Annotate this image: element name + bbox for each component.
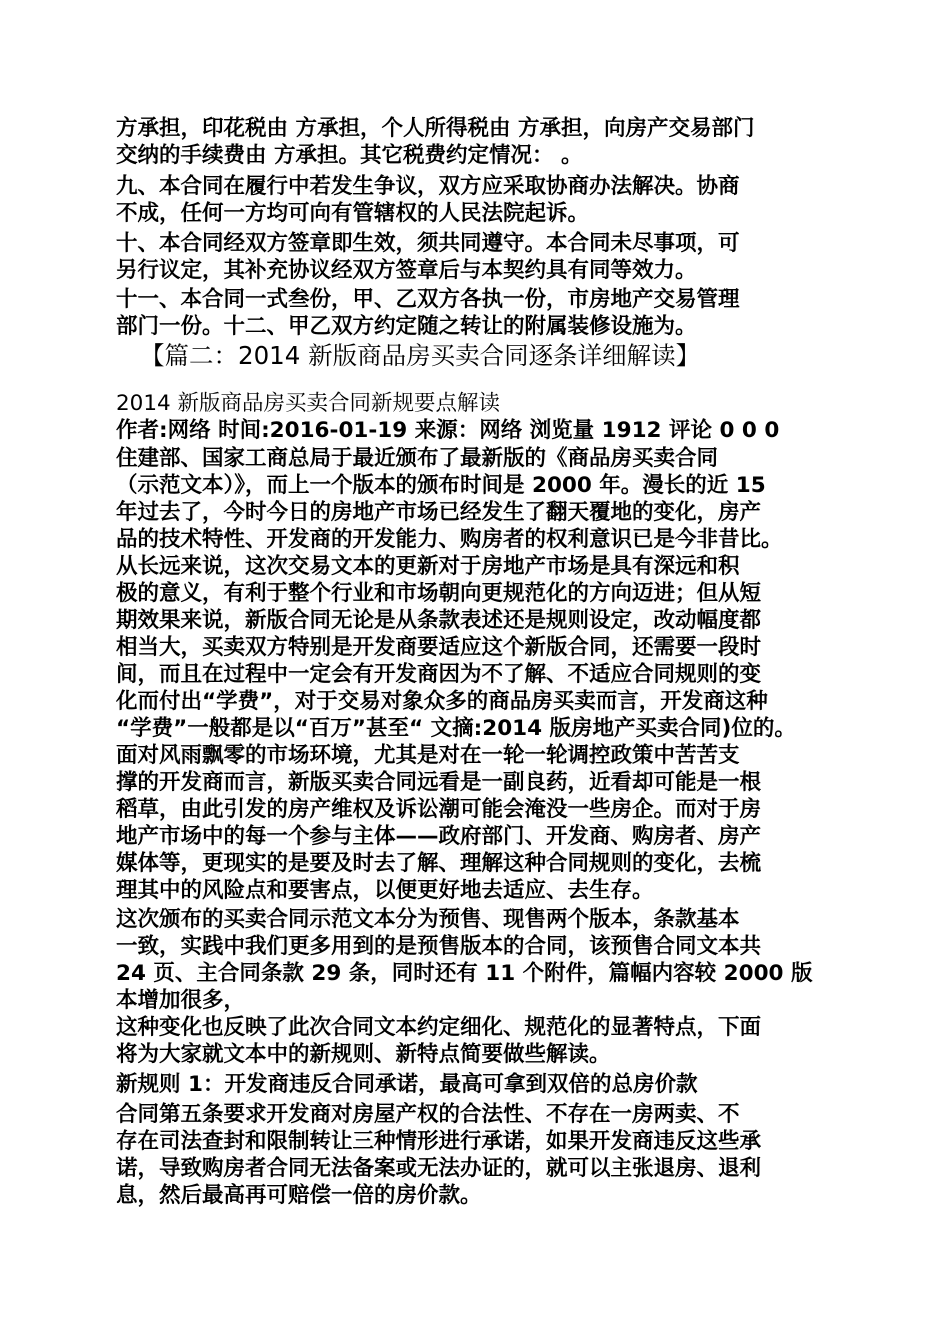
paragraph-line: 理其中的风险点和要害点，以便更好地去适应、去生存。: [116, 878, 654, 903]
paragraph-line: 这次颁布的买卖合同示范文本分为预售、现售两个版本，条款基本: [116, 907, 740, 932]
paragraph-line: 新规则 1：开发商违反合同承诺，最高可拿到双倍的总房价款: [116, 1072, 698, 1097]
paragraph-line: 期效果来说，新版合同无论是从条款表述还是规则设定，改动幅度都: [116, 608, 762, 633]
paragraph-line: 存在司法查封和限制转让三种情形进行承诺，如果开发商违反这些承: [116, 1129, 762, 1154]
section-heading: 【篇二：2014 新版商品房买卖合同逐条详细解读】: [140, 341, 701, 370]
paragraph-line: 间，而且在过程中一定会有开发商因为不了解、不适应合同规则的变: [116, 662, 762, 687]
paragraph-line: 息，然后最高再可赔偿一倍的房价款。: [116, 1183, 482, 1208]
paragraph-line: “学费”一般都是以“百万”甚至“ 文摘:2014 版房地产买卖合同)位的。: [116, 716, 796, 741]
paragraph-line: 交纳的手续费由 方承担。其它税费约定情况： 。: [116, 143, 583, 168]
paragraph-line: 诺，导致购房者合同无法备案或无法办证的，就可以主张退房、退利: [116, 1156, 762, 1181]
paragraph-line: 稻草，由此引发的房产维权及诉讼潮可能会淹没一些房企。而对于房: [116, 797, 762, 822]
paragraph-line: 年过去了，今时今日的房地产市场已经发生了翻天覆地的变化，房产: [116, 500, 762, 525]
paragraph-line: 不成，任何一方均可向有管辖权的人民法院起诉。: [116, 201, 590, 226]
paragraph-line: 24 页、主合同条款 29 条，同时还有 11 个附件，篇幅内容较 2000 版: [116, 961, 813, 986]
paragraph-line: 另行议定，其补充协议经双方签章后与本契约具有同等效力。: [116, 258, 697, 283]
paragraph-line: 地产市场中的每一个参与主体——政府部门、开发商、购房者、房产: [116, 824, 762, 849]
paragraph-line: 这种变化也反映了此次合同文本约定细化、规范化的显著特点，下面: [116, 1015, 762, 1040]
paragraph-line: 十一、本合同一式叁份，甲、乙双方各执一份，市房地产交易管理: [116, 287, 740, 312]
paragraph-line: 九、本合同在履行中若发生争议，双方应采取协商办法解决。协商: [116, 174, 740, 199]
paragraph-line: 合同第五条要求开发商对房屋产权的合法性、不存在一房两卖、不: [116, 1102, 740, 1127]
paragraph-line: 媒体等，更现实的是要及时去了解、理解这种合同规则的变化，去梳: [116, 851, 762, 876]
paragraph-line: 本增加很多，: [116, 988, 246, 1013]
paragraph-line: 极的意义，有利于整个行业和市场朝向更规范化的方向迈进；但从短: [116, 581, 762, 606]
paragraph-line: 住建部、国家工商总局于最近颁布了最新版的《商品房买卖合同: [116, 446, 719, 471]
paragraph-line: 相当大，买卖双方特别是开发商要适应这个新版合同，还需要一段时: [116, 635, 762, 660]
paragraph-line: 从长远来说，这次交易文本的更新对于房地产市场是具有深远和积: [116, 554, 740, 579]
paragraph-line: 化而付出“学费”，对于交易对象众多的商品房买卖而言，开发商这种: [116, 689, 768, 714]
paragraph-line: （示范文本）》，而上一个版本的颁布时间是 2000 年。漫长的近 15: [116, 473, 766, 498]
paragraph-line: 部门一份。十二、甲乙双方约定随之转让的附属装修设施为。: [116, 314, 697, 339]
article-title: 2014 新版商品房买卖合同新规要点解读: [116, 391, 501, 416]
paragraph-line: 品的技术特性、开发商的开发能力、购房者的权利意识已是今非昔比。: [116, 527, 783, 552]
paragraph-line: 撑的开发商而言，新版买卖合同远看是一副良药，近看却可能是一根: [116, 770, 762, 795]
paragraph-line: 十、本合同经双方签章即生效，须共同遵守。本合同未尽事项，可: [116, 231, 740, 256]
paragraph-line: 面对风雨飘零的市场环境，尤其是对在一轮一轮调控政策中苦苦支: [116, 743, 740, 768]
article-meta: 作者:网络 时间:2016-01-19 来源：网络 浏览量 1912 评论 0 0 0: [116, 418, 780, 443]
paragraph-line: 一致，实践中我们更多用到的是预售版本的合同，该预售合同文本共: [116, 934, 762, 959]
paragraph-line: 将为大家就文本中的新规则、新特点简要做些解读。: [116, 1042, 611, 1067]
paragraph-line: 方承担，印花税由 方承担，个人所得税由 方承担，向房产交易部门: [116, 116, 755, 141]
